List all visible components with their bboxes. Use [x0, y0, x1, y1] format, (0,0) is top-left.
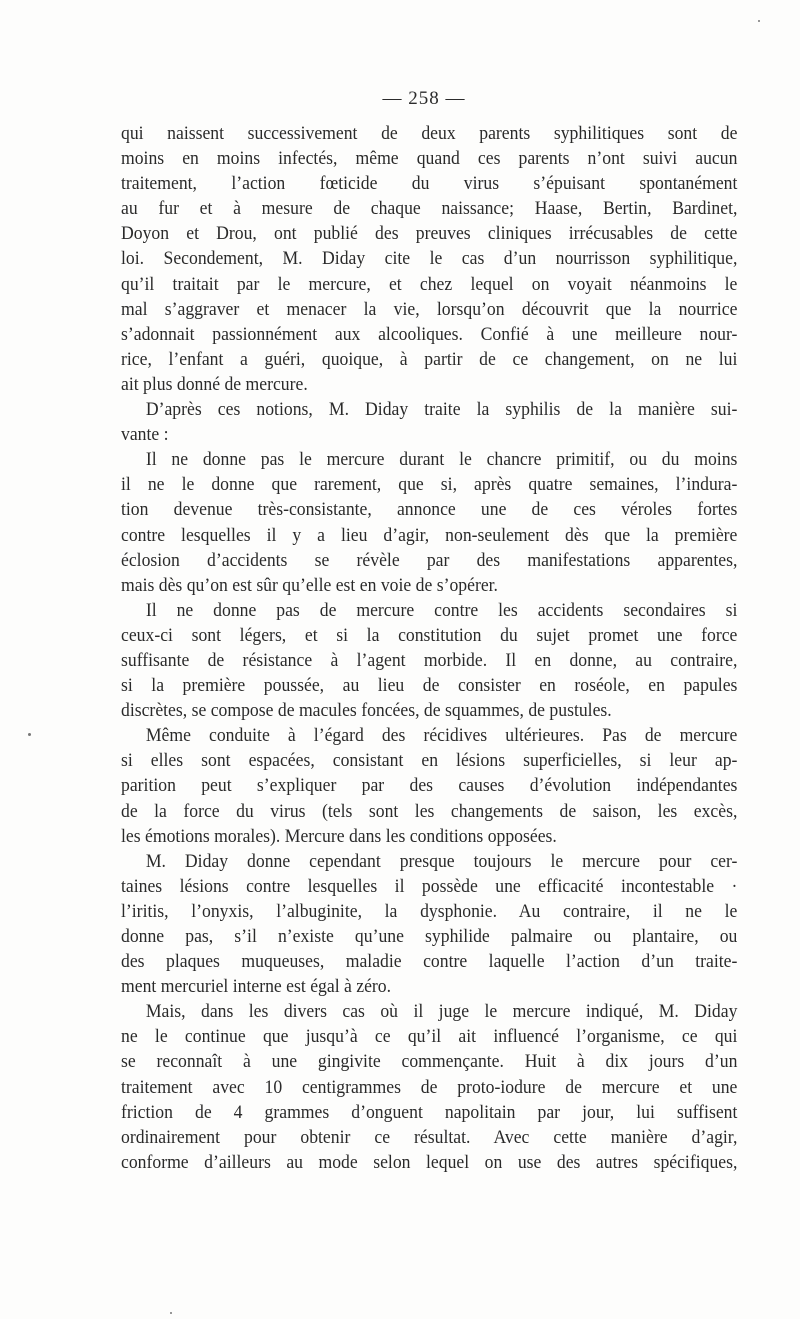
text-line: moins en moins infectés, même quand ces parents n’ont suivi aucun — [121, 148, 738, 170]
text-line: si la première poussée, au lieu de consister en roséole, en papules — [121, 675, 738, 697]
text-line: traitement avec 10 centigrammes de proto-iodure de mercure et une — [121, 1076, 738, 1098]
text-line: D’après ces notions, M. Diday traite la syphilis de la manière sui- — [145, 399, 738, 421]
text-line: vante : — [121, 424, 169, 446]
text-line: friction de 4 grammes d’onguent napolitain par jour, lui suffisent — [121, 1101, 738, 1123]
text-line: se reconnaît à une gingivite commençante. Huit à dix jours d’un — [121, 1051, 738, 1073]
body-text — [121, 121, 737, 1175]
text-line: Même conduite à l’égard des récidives ultérieures. Pas de mercure — [145, 725, 738, 747]
text-line: taines lésions contre lesquelles il possède une efficacité incontestable · — [121, 875, 738, 897]
text-line: loi. Secondement, M. Diday cite le cas d’un nourrisson syphilitique, — [121, 248, 738, 270]
scan-speck — [758, 20, 760, 22]
text-line: éclosion d’accidents se révèle par des manifestations apparentes, — [121, 549, 738, 571]
scan-speck — [28, 733, 31, 736]
text-line: discrètes, se compose de macules foncées, de squammes, de pustules. — [121, 700, 612, 722]
text-line: ait plus donné de mercure. — [121, 373, 308, 395]
text-line: Mais, dans les divers cas où il juge le mercure indiqué, M. Diday — [145, 1001, 738, 1023]
text-line: parition peut s’expliquer par des causes d’évolution indépendantes — [121, 775, 738, 797]
text-line: donne pas, s’il n’existe qu’une syphilide palmaire ou plantaire, ou — [121, 926, 738, 947]
text-line: si elles sont espacées, consistant en lésions superficielles, si leur ap- — [121, 750, 738, 772]
text-line: conforme d’ailleurs au mode selon lequel on use des autres spécifiques, — [121, 1151, 738, 1173]
text-line: l’iritis, l’onyxis, l’albuginite, la dysphonie. Au contraire, il ne le — [121, 900, 738, 922]
text-line: au fur et à mesure de chaque naissance; Haase, Bertin, Bardinet, — [121, 198, 738, 220]
page-number: — 258 — — [382, 88, 466, 109]
text-line: Il ne donne pas de mercure contre les accidents secondaires si — [145, 599, 738, 621]
text-line: ordinairement pour obtenir ce résultat. Avec cette manière d’agir, — [121, 1126, 738, 1148]
text-line: contre lesquelles il y a lieu d’agir, non-seulement dès que la première — [121, 524, 738, 546]
text-line: mal s’aggraver et menacer la vie, lorsqu’on découvrit que la nourrice — [121, 298, 738, 320]
text-line: il ne le donne que rarement, que si, après quatre semaines, l’indura- — [121, 474, 738, 496]
text-line: qui naissent successivement de deux parents syphilitiques sont de — [121, 123, 738, 144]
text-line: des plaques muqueuses, maladie contre laquelle l’action d’un traite- — [121, 951, 738, 973]
text-line: ceux-ci sont légers, et si la constitution du sujet promet une force — [121, 624, 738, 646]
text-line: s’adonnait passionnément aux alcooliques. Confié à une meilleure nour- — [121, 323, 738, 345]
text-line: les émotions morales). Mercure dans les conditions opposées. — [121, 825, 557, 847]
text-line: tion devenue très-consistante, annonce une de ces véroles fortes — [121, 499, 738, 521]
text-line: de la force du virus (tels sont les changements de saison, les excès, — [121, 800, 738, 822]
text-line: suffisante de résistance à l’agent morbide. Il en donne, au contraire, — [121, 649, 738, 671]
scan-speck — [170, 1312, 172, 1314]
text-line: Doyon et Drou, ont publié des preuves cliniques irrécusables de cette — [121, 223, 738, 245]
text-line: mais dès qu’on est sûr qu’elle est en voie de s’opérer. — [121, 574, 498, 596]
text-line: ment mercuriel interne est égal à zéro. — [121, 976, 392, 998]
text-line: traitement, l’action fœticide du virus s’épuisant spontanément — [121, 173, 738, 195]
text-line: M. Diday donne cependant presque toujours le mercure pour cer- — [145, 850, 738, 872]
text-line: qu’il traitait par le mercure, et chez lequel on voyait néanmoins le — [121, 273, 738, 295]
text-line: Il ne donne pas le mercure durant le chancre primitif, ou du moins — [145, 449, 738, 471]
text-line: rice, l’enfant a guéri, quoique, à partir de ce changement, on ne lui — [121, 348, 738, 370]
text-line: ne le continue que jusqu’à ce qu’il ait influencé l’organisme, ce qui — [121, 1026, 738, 1048]
